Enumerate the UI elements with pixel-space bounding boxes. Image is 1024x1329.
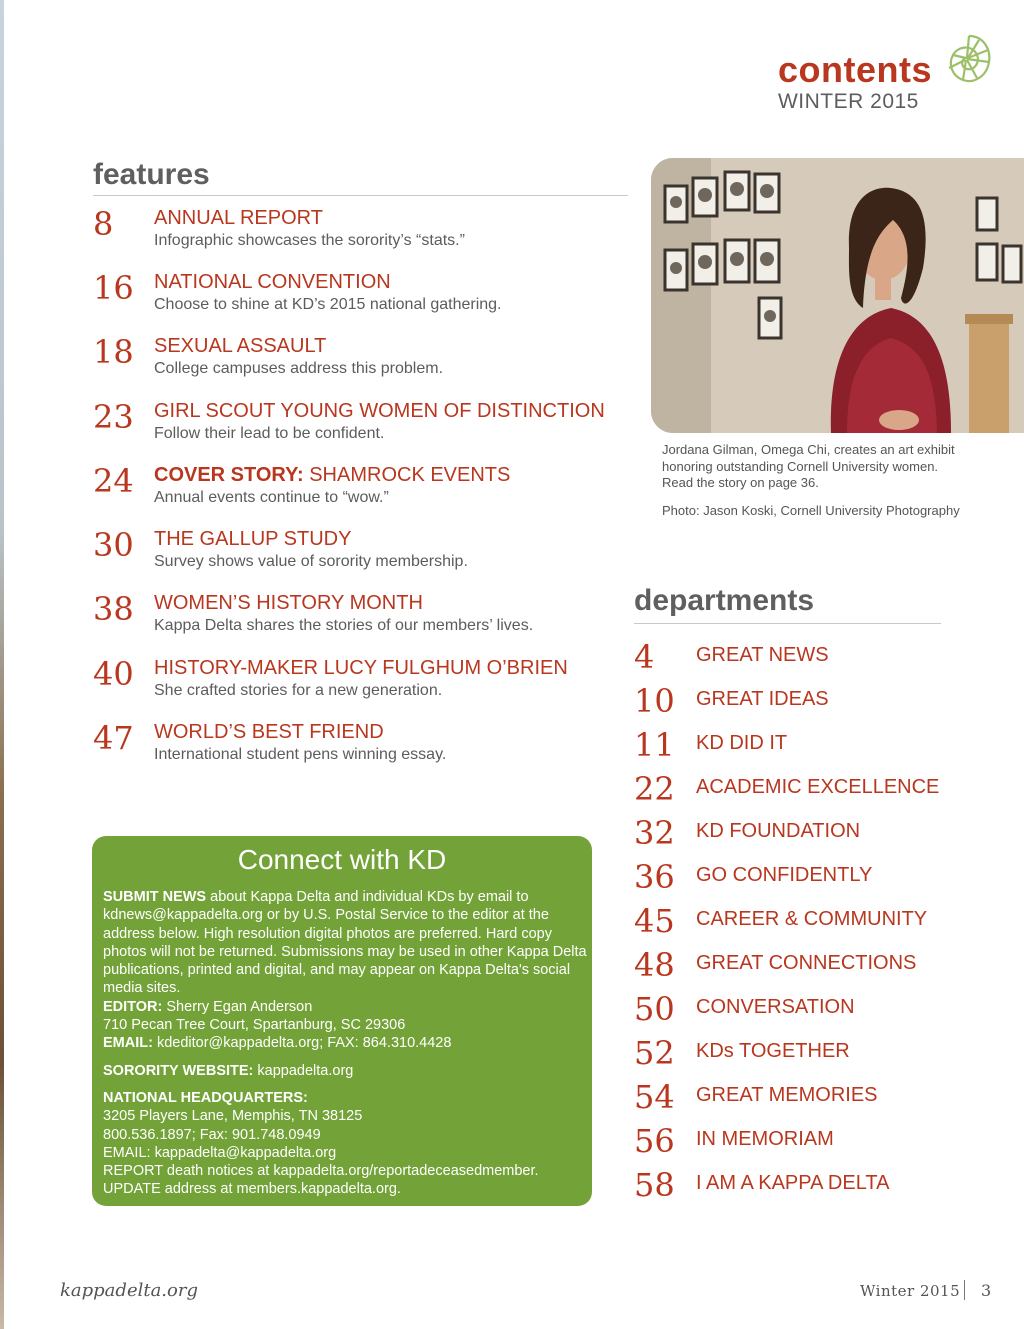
department-page-number: 54 [634, 1078, 675, 1116]
footer-site[interactable]: kappadelta.org [60, 1280, 198, 1301]
photo-caption [662, 442, 1002, 492]
feature-page-number: 18 [93, 333, 134, 371]
feature-description: Survey shows value of sorority membership. [154, 553, 468, 570]
department-item[interactable] [634, 902, 954, 942]
caption-line: honoring outstanding Cornell University women. [662, 458, 939, 474]
website-paragraph [103, 1062, 587, 1080]
headquarters-phone: 800.536.1897; Fax: 901.748.0949 [103, 1126, 321, 1143]
department-page-number: 50 [634, 990, 675, 1028]
nautilus-shell-icon [944, 28, 994, 90]
contents-header [777, 49, 932, 114]
footer-page-number: 3 [981, 1281, 992, 1300]
department-page-number: 32 [634, 814, 675, 852]
editor-name: Sherry Egan Anderson [162, 998, 313, 1015]
department-page-number: 11 [634, 726, 675, 764]
feature-title [154, 464, 510, 487]
department-label: KDs TOGETHER [696, 1040, 850, 1062]
feature-page-number: 38 [93, 590, 134, 628]
feature-title: HISTORY-MAKER LUCY FULGHUM O’BRIEN [154, 657, 568, 679]
feature-description: She crafted stories for a new generation. [154, 682, 443, 699]
submit-news-label: SUBMIT NEWS [103, 889, 207, 905]
feature-item[interactable] [93, 269, 633, 329]
feature-title: THE GALLUP STUDY [154, 528, 352, 550]
department-page-number: 48 [634, 946, 675, 984]
update-label: UPDATE [103, 1181, 161, 1198]
department-item[interactable] [634, 1122, 954, 1162]
footer-separator [964, 1280, 965, 1300]
feature-description: Infographic showcases the sorority’s “stats.” [154, 232, 465, 249]
feature-description: International student pens winning essay. [154, 746, 447, 763]
department-item[interactable] [634, 1078, 954, 1118]
department-item[interactable] [634, 638, 954, 678]
editor-label: EDITOR: [103, 998, 163, 1015]
caption-line: Jordana Gilman, Omega Chi, creates an art exhibit [662, 442, 955, 457]
department-page-number: 58 [634, 1166, 675, 1204]
connect-title: Connect with KD [237, 844, 447, 875]
feature-item[interactable] [93, 205, 633, 265]
submit-news-text: about Kappa Delta and individual KDs by email to kdnews@kappadelta.org or by U.S. Postal Service to the editor at the address below. High resolution digital photos are preferred. Hard copy photos will not be returned. Submissions may be used in other Kappa Delta publications, printed and digital, and may appear on Kappa Delta's social media sites. [103, 889, 587, 997]
feature-item[interactable] [93, 398, 633, 458]
website-link[interactable]: kappadelta.org [253, 1062, 354, 1079]
connect-box [92, 836, 592, 1206]
department-item[interactable] [634, 726, 954, 766]
department-page-number: 10 [634, 682, 675, 720]
editor-address: 710 Pecan Tree Court, Spartanburg, SC 29306 [103, 1017, 406, 1034]
department-item[interactable] [634, 682, 954, 722]
feature-title: ANNUAL REPORT [154, 207, 323, 229]
department-item[interactable] [634, 1034, 954, 1074]
report-label: REPORT [103, 1163, 163, 1180]
feature-item[interactable] [93, 655, 633, 715]
feature-page-number: 8 [93, 205, 114, 243]
department-label: I AM A KAPPA DELTA [696, 1172, 890, 1194]
editor-email-link[interactable]: kdeditor@kappadelta.org; FAX: 864.310.4428 [152, 1035, 452, 1052]
report-link[interactable]: death notices at kappadelta.org/reportadeceasedmember. [162, 1163, 539, 1180]
department-label: GREAT CONNECTIONS [696, 952, 917, 974]
contents-title: contents [777, 49, 932, 90]
department-page-number: 45 [634, 902, 675, 940]
feature-item[interactable] [93, 333, 633, 393]
department-page-number: 36 [634, 858, 675, 896]
department-label: ACADEMIC EXCELLENCE [696, 776, 940, 798]
feature-description: Kappa Delta shares the stories of our members’ lives. [154, 617, 534, 634]
department-label: GO CONFIDENTLY [696, 864, 873, 886]
feature-page-number: 23 [93, 398, 134, 436]
feature-title: NATIONAL CONVENTION [154, 271, 391, 293]
department-page-number: 56 [634, 1122, 675, 1160]
website-label: SORORITY WEBSITE: [103, 1062, 254, 1079]
department-label: CAREER & COMMUNITY [696, 908, 928, 930]
editor-email-label: EMAIL: [103, 1035, 153, 1052]
feature-title: WORLD’S BEST FRIEND [154, 721, 384, 743]
update-link[interactable]: address at members.kappadelta.org. [160, 1181, 401, 1198]
cover-photo [651, 158, 1024, 433]
feature-page-number: 30 [93, 526, 134, 564]
footer-issue: Winter 2015 [860, 1282, 961, 1300]
feature-title: SEXUAL ASSAULT [154, 335, 327, 357]
photo-illustration [651, 158, 1024, 433]
department-label: KD DID IT [696, 732, 788, 754]
department-label: GREAT MEMORIES [696, 1084, 878, 1106]
department-item[interactable] [634, 858, 954, 898]
feature-description: Choose to shine at KD’s 2015 national gathering. [154, 296, 502, 313]
department-item[interactable] [634, 770, 954, 810]
department-item[interactable] [634, 990, 954, 1030]
departments-heading: departments [634, 584, 815, 617]
department-item[interactable] [634, 814, 954, 854]
cover-story-title: SHAMROCK EVENTS [309, 464, 511, 486]
department-page-number: 52 [634, 1034, 675, 1072]
department-page-number: 22 [634, 770, 675, 808]
department-label: KD FOUNDATION [696, 820, 861, 842]
headquarters-label: NATIONAL HEADQUARTERS: [103, 1089, 308, 1106]
departments-rule [634, 623, 941, 624]
department-item[interactable] [634, 1166, 954, 1206]
department-item[interactable] [634, 946, 954, 986]
feature-title: WOMEN’S HISTORY MONTH [154, 592, 423, 614]
caption-line: Read the story on page 36. [662, 475, 819, 490]
feature-page-number: 24 [93, 462, 134, 500]
page-edge-decoration [0, 0, 4, 1329]
headquarters-email-link[interactable]: kappadelta@kappadelta.org [150, 1144, 337, 1161]
feature-page-number: 40 [93, 655, 134, 693]
feature-item[interactable] [93, 719, 633, 779]
feature-item[interactable] [93, 526, 633, 586]
headquarters-address: 3205 Players Lane, Memphis, TN 38125 [103, 1108, 363, 1125]
department-label: CONVERSATION [696, 996, 855, 1018]
feature-page-number: 16 [93, 269, 134, 307]
cover-story-label: COVER STORY: [154, 464, 304, 486]
feature-title: GIRL SCOUT YOUNG WOMEN OF DISTINCTION [154, 400, 605, 422]
submit-news-paragraph [103, 888, 587, 1053]
feature-item-cover-story[interactable] [93, 462, 633, 522]
department-page-number: 4 [634, 638, 655, 676]
feature-description: Annual events continue to “wow.” [154, 489, 389, 506]
issue-label: WINTER 2015 [777, 90, 919, 113]
connect-body [103, 888, 587, 1208]
headquarters-email-label: EMAIL: [103, 1144, 151, 1161]
department-label: IN MEMORIAM [696, 1128, 834, 1150]
features-rule [93, 195, 628, 196]
feature-description: Follow their lead to be confident. [154, 425, 385, 442]
feature-item[interactable] [93, 590, 633, 650]
photo-credit: Photo: Jason Koski, Cornell University Photography [662, 503, 960, 518]
feature-page-number: 47 [93, 719, 134, 757]
headquarters-paragraph [103, 1089, 587, 1199]
department-label: GREAT IDEAS [696, 688, 829, 710]
department-label: GREAT NEWS [696, 644, 829, 666]
features-heading: features [93, 158, 210, 191]
feature-description: College campuses address this problem. [154, 360, 444, 377]
